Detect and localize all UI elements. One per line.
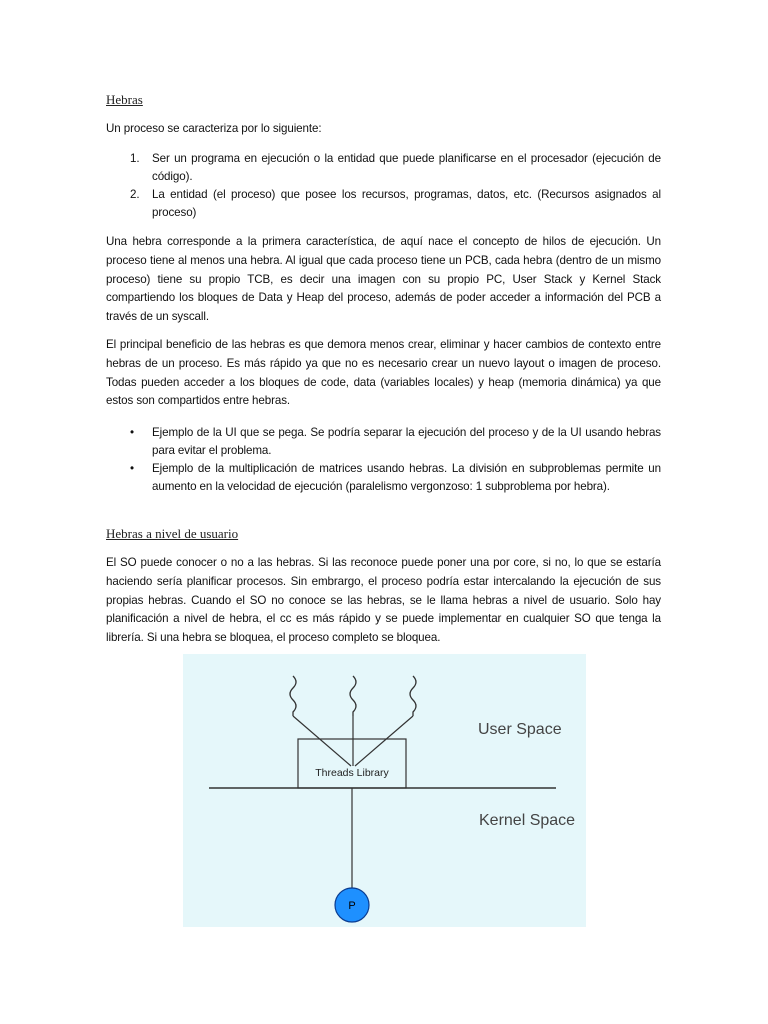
section-heading-hebras: Hebras	[106, 92, 143, 107]
paragraph-user-threads: El SO puede conocer o no a las hebras. Si las reconoce puede poner una por core, si no, lo que se estaría haciendo sería planificar procesos. Sin embrargo, el proceso podría estar intercalando la ejecución de sus propias hebras. Cuando el SO no conoce se las hebras, se le llama hebras a nivel de usuario. Solo hay planificación a nivel de hebra, el cc es más rápido y se puede implementar en cualquier SO que tenga la librería. Si una hebra se bloquea, el proceso completo se bloquea.	[106, 556, 661, 645]
list-marker: 1.	[130, 152, 140, 165]
list-item	[106, 424, 661, 459]
paragraph-threads-definition: Una hebra corresponde a la primera característica, de aquí nace el concepto de hilos de ejecución. Un proceso tiene al menos una hebra. Al igual que cada proceso tiene un PCB, cada hebra (dentro de un mismo proceso) tiene su propio TCB, es decir una imagen con su propio PC, User Stack y Kernel Stack compartiendo los bloques de Data y Heap del proceso, además de poder acceder a información del PCB a través de un syscall.	[106, 235, 661, 324]
process-label: P	[348, 900, 356, 912]
intro-text: Un proceso se caracteriza por lo siguiente:	[106, 122, 322, 135]
kernel-space-label: Kernel Space	[479, 812, 576, 829]
thread-link-line	[355, 716, 413, 766]
thread-squiggle	[410, 676, 416, 716]
examples-list	[106, 424, 661, 496]
list-item-text: Ejemplo de la multiplicación de matrices usando hebras. La división en subproblemas permite un aumento en la velocidad de ejecución (paralelismo vergonzoso: 1 subproblema por hebra).	[152, 462, 661, 493]
threads-library-box	[298, 739, 406, 788]
bullet-marker: •	[130, 462, 134, 476]
diagram-svg	[183, 654, 586, 927]
list-item	[106, 186, 661, 221]
thread-link-line	[293, 716, 351, 766]
section-heading-user-threads: Hebras a nivel de usuario	[106, 526, 239, 541]
user-space-label: User Space	[478, 721, 562, 738]
list-item-text: Ser un programa en ejecución o la entidad que puede planificarse en el procesador (ejecución de código).	[152, 152, 661, 183]
paragraph-threads-benefit: El principal beneficio de las hebras es que demora menos crear, eliminar y hacer cambios de contexto entre hebras de un proceso. Es más rápido ya que no es necesario crear un nuevo layout o imagen de proceso. Todas pueden acceder a los bloques de code, data (variables locales) y heap (memoria dinámica) ya que estos son compartidos entre hebras.	[106, 338, 661, 408]
thread-squiggle	[350, 676, 356, 716]
bullet-marker: •	[130, 426, 134, 439]
list-item-text: La entidad (el proceso) que posee los recursos, programas, datos, etc. (Recursos asignados al proceso)	[152, 188, 661, 219]
list-marker: 2.	[130, 188, 140, 202]
thread-squiggle	[290, 676, 296, 716]
threads-library-label: Threads Library	[315, 767, 389, 779]
characteristics-list	[106, 150, 661, 222]
list-item	[106, 150, 661, 185]
user-level-threads-diagram	[183, 654, 586, 927]
list-item	[106, 460, 661, 495]
list-item-text: Ejemplo de la UI que se pega. Se podría separar la ejecución del proceso y de la UI usando hebras para evitar el problema.	[152, 426, 661, 457]
